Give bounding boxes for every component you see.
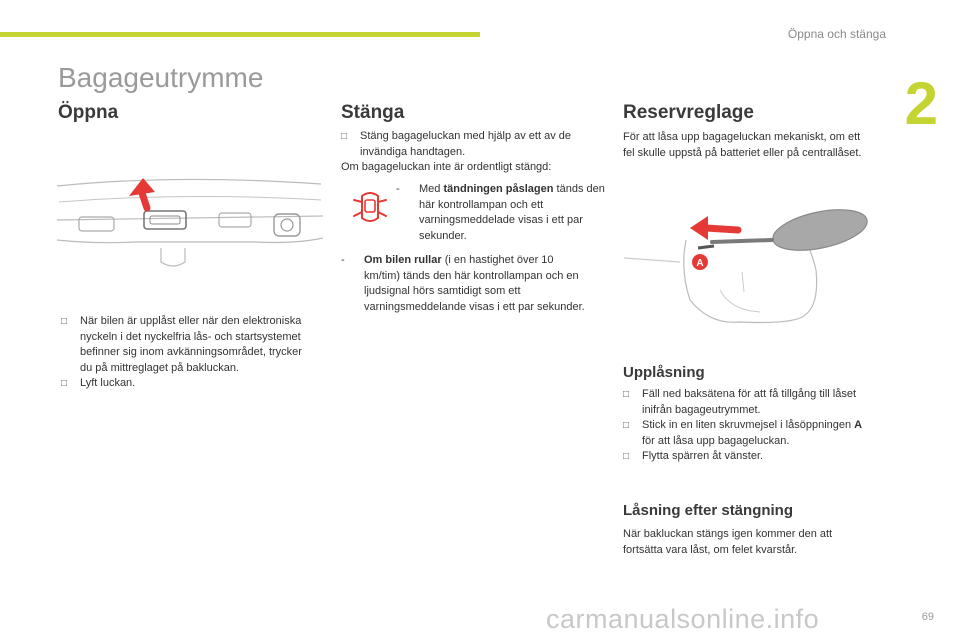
list-item: □ Stäng bagageluckan med hjälp av ett av de invändiga handtagen. bbox=[341, 129, 606, 160]
close-intro: Om bagageluckan inte är ordentligt stängd: bbox=[341, 161, 552, 173]
open-instructions bbox=[61, 314, 311, 392]
list-item: □ När bilen är upplåst eller när den elektroniska nyckeln i det nyckelfria lås- och startsystemet befinner sig inom avkänningsområdet, trycker du på mittreglaget på bakluckan. bbox=[61, 314, 311, 376]
list-item: □ Stick in en liten skruvmejsel i låsöppningen A för att låsa upp bagageluckan. bbox=[623, 418, 868, 449]
chapter-number: 2 bbox=[904, 70, 938, 137]
list-item: □ Flytta spärren åt vänster. bbox=[623, 449, 868, 465]
checkbox-bullet-icon bbox=[623, 449, 629, 465]
list-item: □ Fäll ned baksätena för att få tillgång till låset inifrån bagageutrymmet. bbox=[623, 387, 868, 418]
close-instructions bbox=[341, 129, 606, 176]
close-item-ignition: - Med tändningen påslagen tänds den här kontrollampan och ett varningsmeddelade visas i ett par sekunder. bbox=[396, 183, 605, 242]
open-heading: Öppna bbox=[58, 102, 119, 123]
watermark: carmanualsonline.info bbox=[546, 604, 820, 634]
unlock-heading: Upplåsning bbox=[623, 364, 705, 381]
close-heading: Stänga bbox=[341, 102, 405, 123]
open-door-warning-icon bbox=[350, 188, 390, 228]
checkbox-bullet-icon bbox=[61, 376, 67, 392]
checkbox-bullet-icon bbox=[623, 418, 629, 434]
tailgate-illustration bbox=[55, 170, 325, 280]
close-item-rolling: - Om bilen rullar (i en hastighet över 10 km/tim) tänds den här kontrollampan och en ljudsignal hörs samtidigt som ett varningsmeddelande visas i ett par sekunder. bbox=[341, 254, 585, 313]
checkbox-bullet-icon bbox=[61, 314, 67, 330]
screwdriver-lock-illustration bbox=[620, 200, 870, 330]
backup-text: För att låsa upp bagageluckan mekaniskt, om ett fel skulle uppstå på batteriet eller på centrallåset. bbox=[623, 131, 862, 159]
unlock-instructions bbox=[623, 387, 868, 465]
page-title: Bagageutrymme bbox=[58, 62, 264, 93]
accent-bar bbox=[0, 32, 480, 37]
section-header: Öppna och stänga bbox=[787, 27, 886, 41]
checkbox-bullet-icon bbox=[341, 129, 347, 145]
relock-heading: Låsning efter stängning bbox=[623, 502, 794, 519]
callout-a: A bbox=[696, 258, 704, 269]
list-item: □ Lyft luckan. bbox=[61, 376, 311, 392]
checkbox-bullet-icon bbox=[623, 387, 629, 403]
page-number: 69 bbox=[921, 611, 934, 623]
backup-heading: Reservreglage bbox=[623, 102, 754, 123]
relock-text: När bakluckan stängs igen kommer den att fortsätta vara låst, om felet kvarstår. bbox=[623, 528, 833, 556]
